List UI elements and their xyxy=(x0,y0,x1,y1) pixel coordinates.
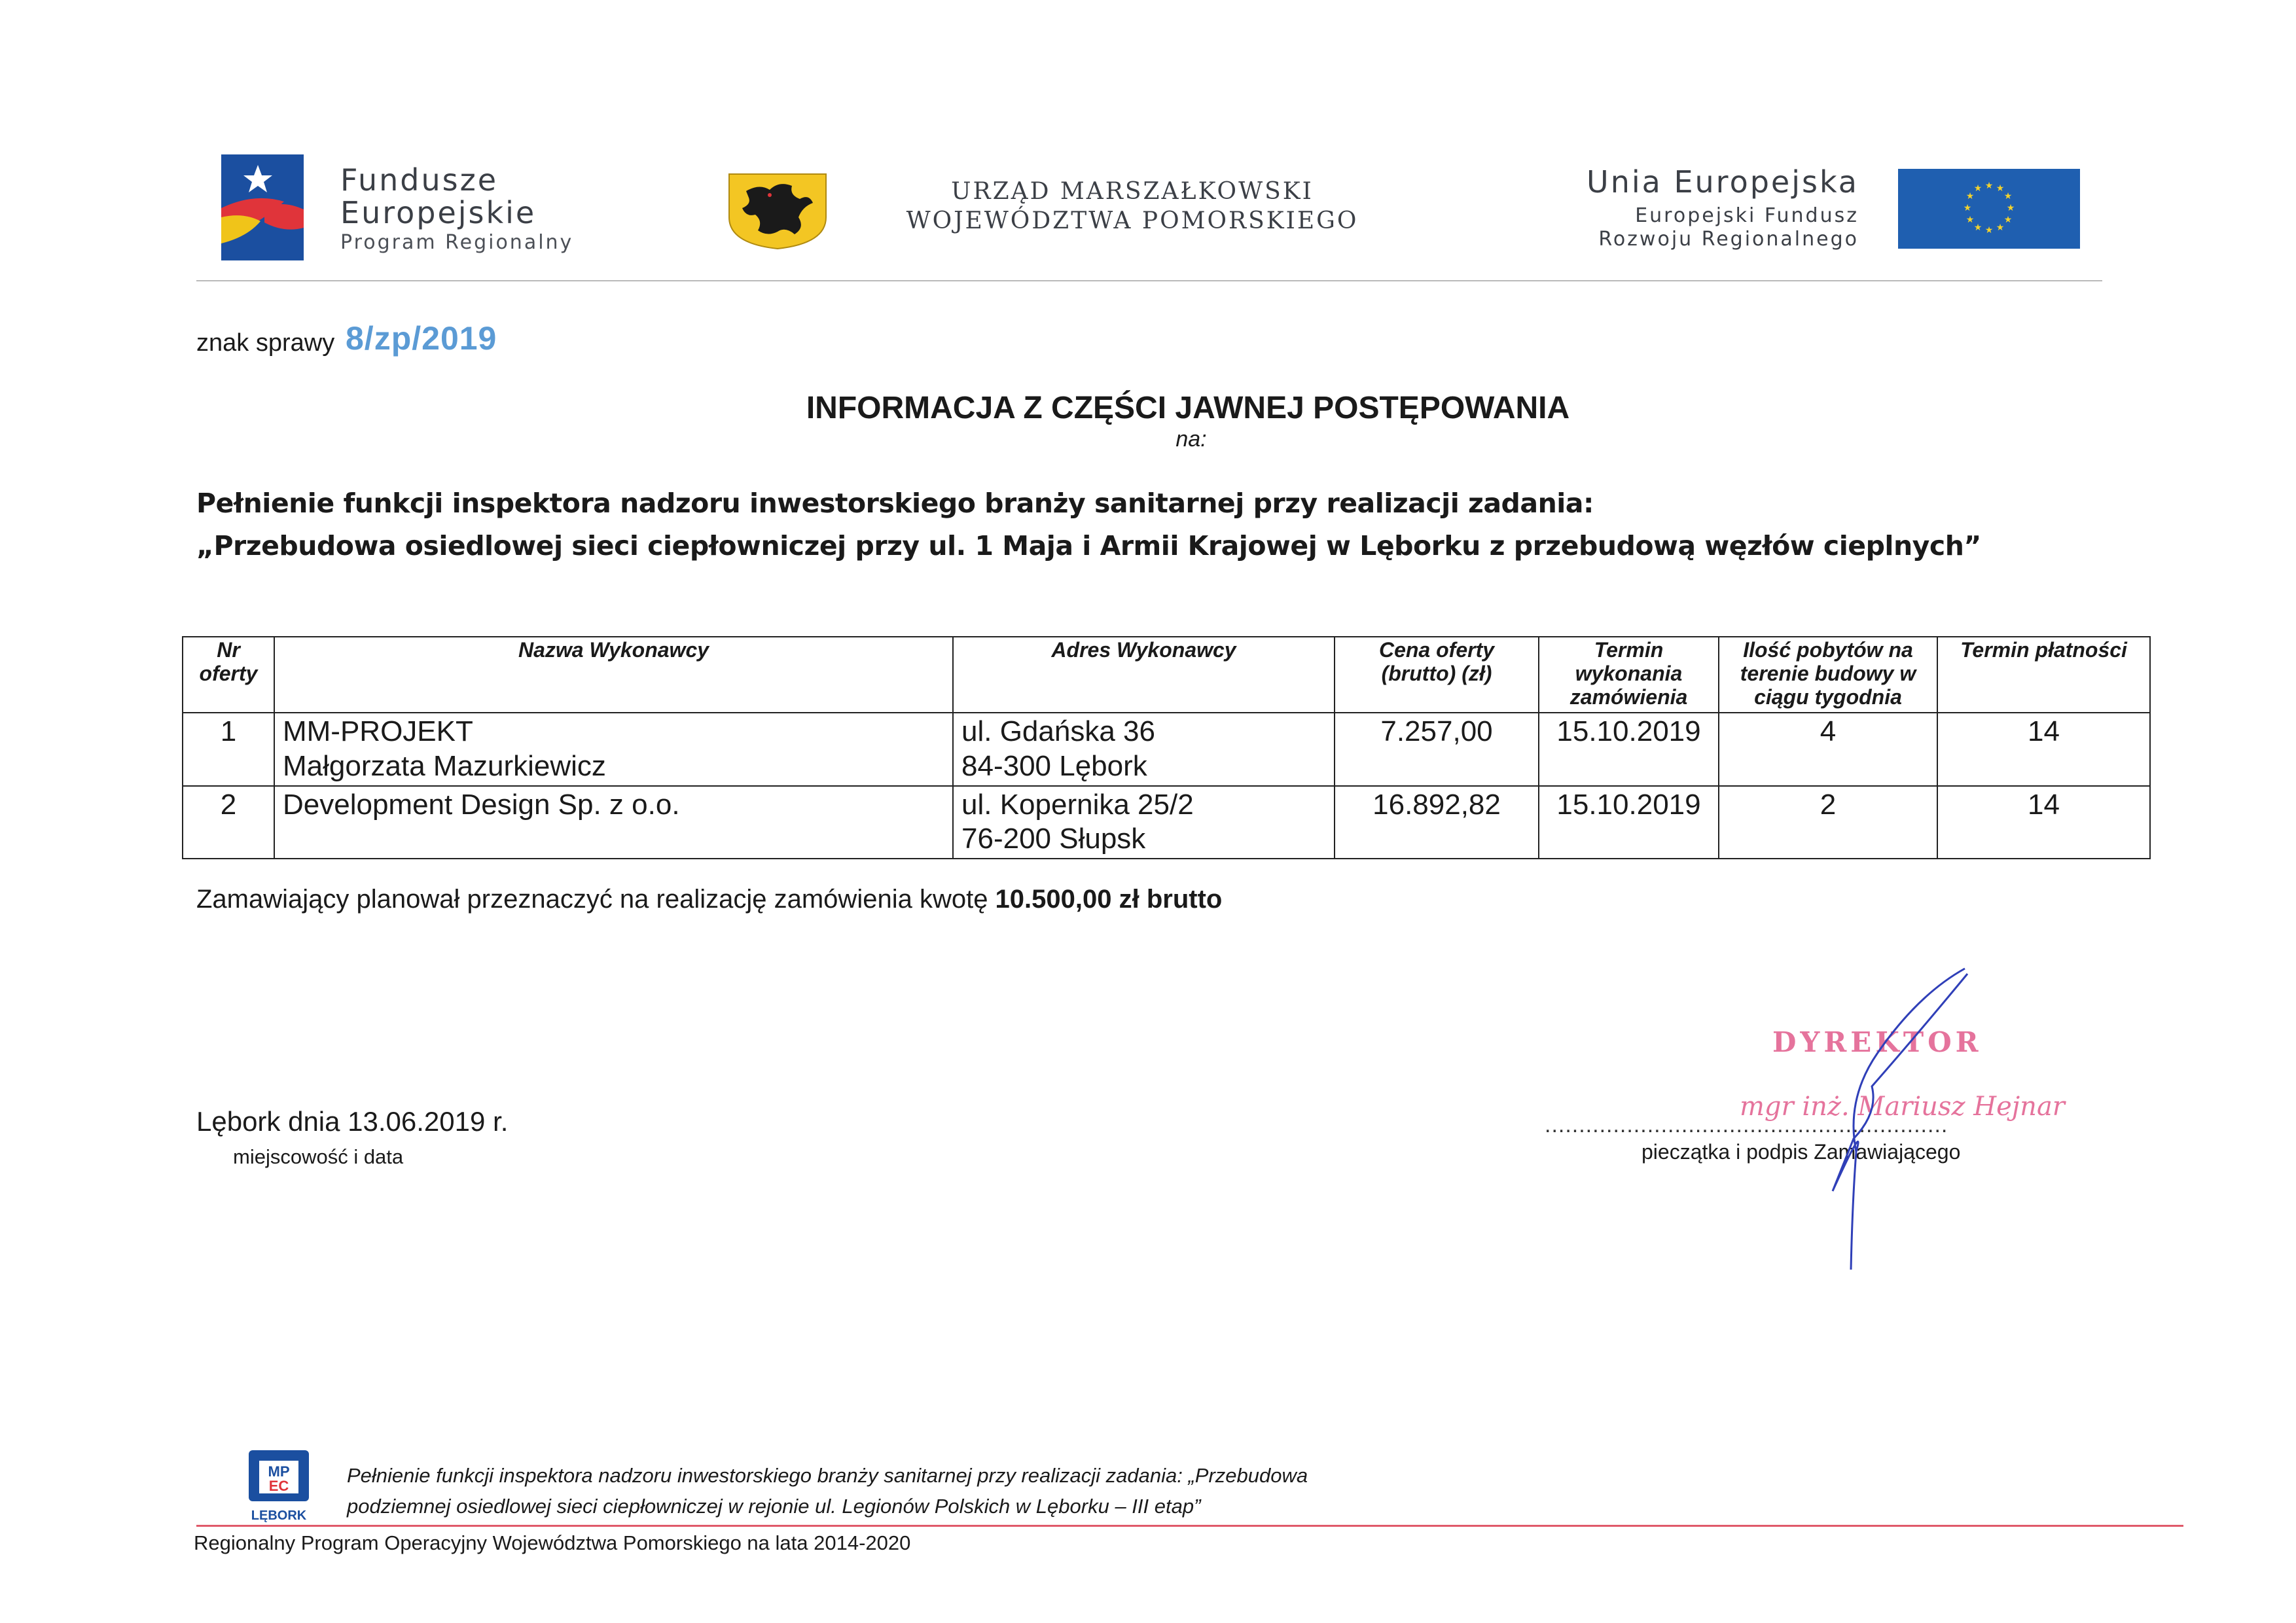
mpec-logo-line1: MP xyxy=(268,1463,290,1480)
offers-table xyxy=(182,636,2151,859)
document-subtitle: na: xyxy=(1175,427,1207,452)
row-address xyxy=(953,786,1335,859)
row-address-line2: 84-300 Lębork xyxy=(961,749,1147,782)
mpec-logo-icon xyxy=(246,1448,312,1524)
griffin-icon xyxy=(726,171,829,250)
place-and-date: Lębork dnia 13.06.2019 r. xyxy=(196,1106,509,1137)
header-name: Nazwa Wykonawcy xyxy=(274,637,953,713)
header-visits: Ilość pobytów na terenie budowy w ciągu tygodnia xyxy=(1719,637,1937,713)
place-and-date-caption: miejscowość i data xyxy=(233,1145,404,1168)
subject-line-1: Pełnienie funkcji inspektora nadzoru inwestorskiego branży sanitarnej przy realizacji zadania: xyxy=(196,488,1594,519)
eu-flag xyxy=(1898,169,2080,252)
svg-text:★: ★ xyxy=(1965,191,1975,202)
row-nr: 2 xyxy=(183,786,274,859)
ue-line2: Europejski Fundusz xyxy=(1635,204,1859,227)
header-payment: Termin płatności xyxy=(1937,637,2150,713)
svg-text:★: ★ xyxy=(1973,183,1982,194)
table-row xyxy=(183,786,2150,859)
stamp-name: mgr inż. Mariusz Hejnar xyxy=(1740,1092,2065,1122)
table-row xyxy=(183,713,2150,786)
header-price: Cena oferty (brutto) (zł) xyxy=(1335,637,1539,713)
row-address-line1: ul. Gdańska 36 xyxy=(961,715,1155,747)
header-term: Termin wykonania zamówienia xyxy=(1539,637,1719,713)
unia-europejska-text xyxy=(1499,164,1859,251)
row-price: 16.892,82 xyxy=(1335,786,1539,859)
svg-text:★: ★ xyxy=(1963,203,1972,213)
signature-caption: pieczątka i podpis Zamawiającego xyxy=(1641,1140,1961,1164)
svg-text:★: ★ xyxy=(1965,215,1975,225)
eu-flag-icon xyxy=(1898,169,2080,249)
row-payment: 14 xyxy=(1937,786,2150,859)
handwritten-signature xyxy=(1702,955,1977,1286)
row-address-line2: 76-200 Słupsk xyxy=(961,823,1146,855)
svg-text:★: ★ xyxy=(1984,225,1994,236)
signature-dotted-line: ........................................................... xyxy=(1545,1113,1948,1137)
svg-text:★: ★ xyxy=(1973,223,1982,233)
signature-icon xyxy=(1702,955,1977,1283)
footer-divider xyxy=(196,1525,2183,1527)
row-name xyxy=(274,786,953,859)
planned-budget-amount: 10.500,00 zł brutto xyxy=(995,885,1223,914)
svg-text:★: ★ xyxy=(2006,203,2015,213)
um-line1: URZĄD MARSZAŁKOWSKI xyxy=(951,178,1314,205)
fe-logo-line2: Europejskie xyxy=(340,195,537,230)
row-address-line1: ul. Kopernika 25/2 xyxy=(961,788,1194,821)
stamp-title: DYREKTOR xyxy=(1772,1026,1982,1058)
footer-project-description xyxy=(347,1461,1460,1522)
row-visits: 2 xyxy=(1719,786,1937,859)
fe-logo-line3: Program Regionalny xyxy=(340,231,574,254)
mpec-logo-line3: LĘBORK xyxy=(251,1508,307,1523)
fundusze-europejskie-logo xyxy=(221,154,304,264)
row-name xyxy=(274,713,953,786)
header-nr: Nr oferty xyxy=(183,637,274,713)
ue-line3: Rozwoju Regionalnego xyxy=(1598,228,1859,251)
table-header-row xyxy=(183,637,2150,713)
mpec-logo-line2: EC xyxy=(268,1478,289,1494)
header-address: Adres Wykonawcy xyxy=(953,637,1335,713)
svg-text:★: ★ xyxy=(1996,223,2005,233)
fe-logo-line1: Fundusze xyxy=(340,162,499,198)
row-term: 15.10.2019 xyxy=(1539,713,1719,786)
fundusze-europejskie-text xyxy=(340,162,574,254)
ue-line1: Unia Europejska xyxy=(1587,164,1859,200)
footer-program: Regionalny Program Operacyjny Województwa Pomorskiego na lata 2014-2020 xyxy=(194,1531,911,1554)
row-name-line1: Development Design Sp. z o.o. xyxy=(283,788,680,821)
footer-project-line1: Pełnienie funkcji inspektora nadzoru inwestorskiego branży sanitarnej przy realizacji zadania: „Przebudowa xyxy=(347,1464,1308,1487)
document-title: INFORMACJA Z CZĘŚCI JAWNEJ POSTĘPOWANIA xyxy=(806,391,1570,425)
planned-budget xyxy=(196,885,1222,914)
footer-project-line2: podziemnej osiedlowej sieci ciepłowniczej w rejonie ul. Legionów Polskich w Lęborku – III etap” xyxy=(347,1494,1201,1518)
case-number-label: znak sprawy xyxy=(196,329,335,357)
row-term: 15.10.2019 xyxy=(1539,786,1719,859)
mpec-logo xyxy=(246,1448,312,1527)
pomorskie-coat-of-arms xyxy=(726,171,829,253)
svg-text:★: ★ xyxy=(1996,183,2005,194)
row-visits: 4 xyxy=(1719,713,1937,786)
row-price: 7.257,00 xyxy=(1335,713,1539,786)
fundusze-europejskie-icon xyxy=(221,154,304,260)
subject-line-2: „Przebudowa osiedlowej sieci ciepłowniczej przy ul. 1 Maja i Armii Krajowej w Lęborku z przebudową węzłów cieplnych” xyxy=(196,530,1981,562)
row-nr: 1 xyxy=(183,713,274,786)
svg-text:★: ★ xyxy=(2003,215,2013,225)
planned-budget-text: Zamawiający planował przeznaczyć na realizację zamówienia kwotę xyxy=(196,885,996,914)
row-name-line1: MM-PROJEKT xyxy=(283,715,473,747)
row-name-line2: Małgorzata Mazurkiewicz xyxy=(283,749,606,782)
svg-text:★: ★ xyxy=(1984,181,1994,191)
row-address xyxy=(953,713,1335,786)
um-line2: WOJEWÓDZTWA POMORSKIEGO xyxy=(906,207,1359,234)
svg-text:★: ★ xyxy=(2003,191,2013,202)
case-number-value: 8/zp/2019 xyxy=(346,320,497,357)
header-divider xyxy=(196,280,2102,281)
row-payment: 14 xyxy=(1937,713,2150,786)
urzad-marszalkowski-text xyxy=(851,177,1414,236)
